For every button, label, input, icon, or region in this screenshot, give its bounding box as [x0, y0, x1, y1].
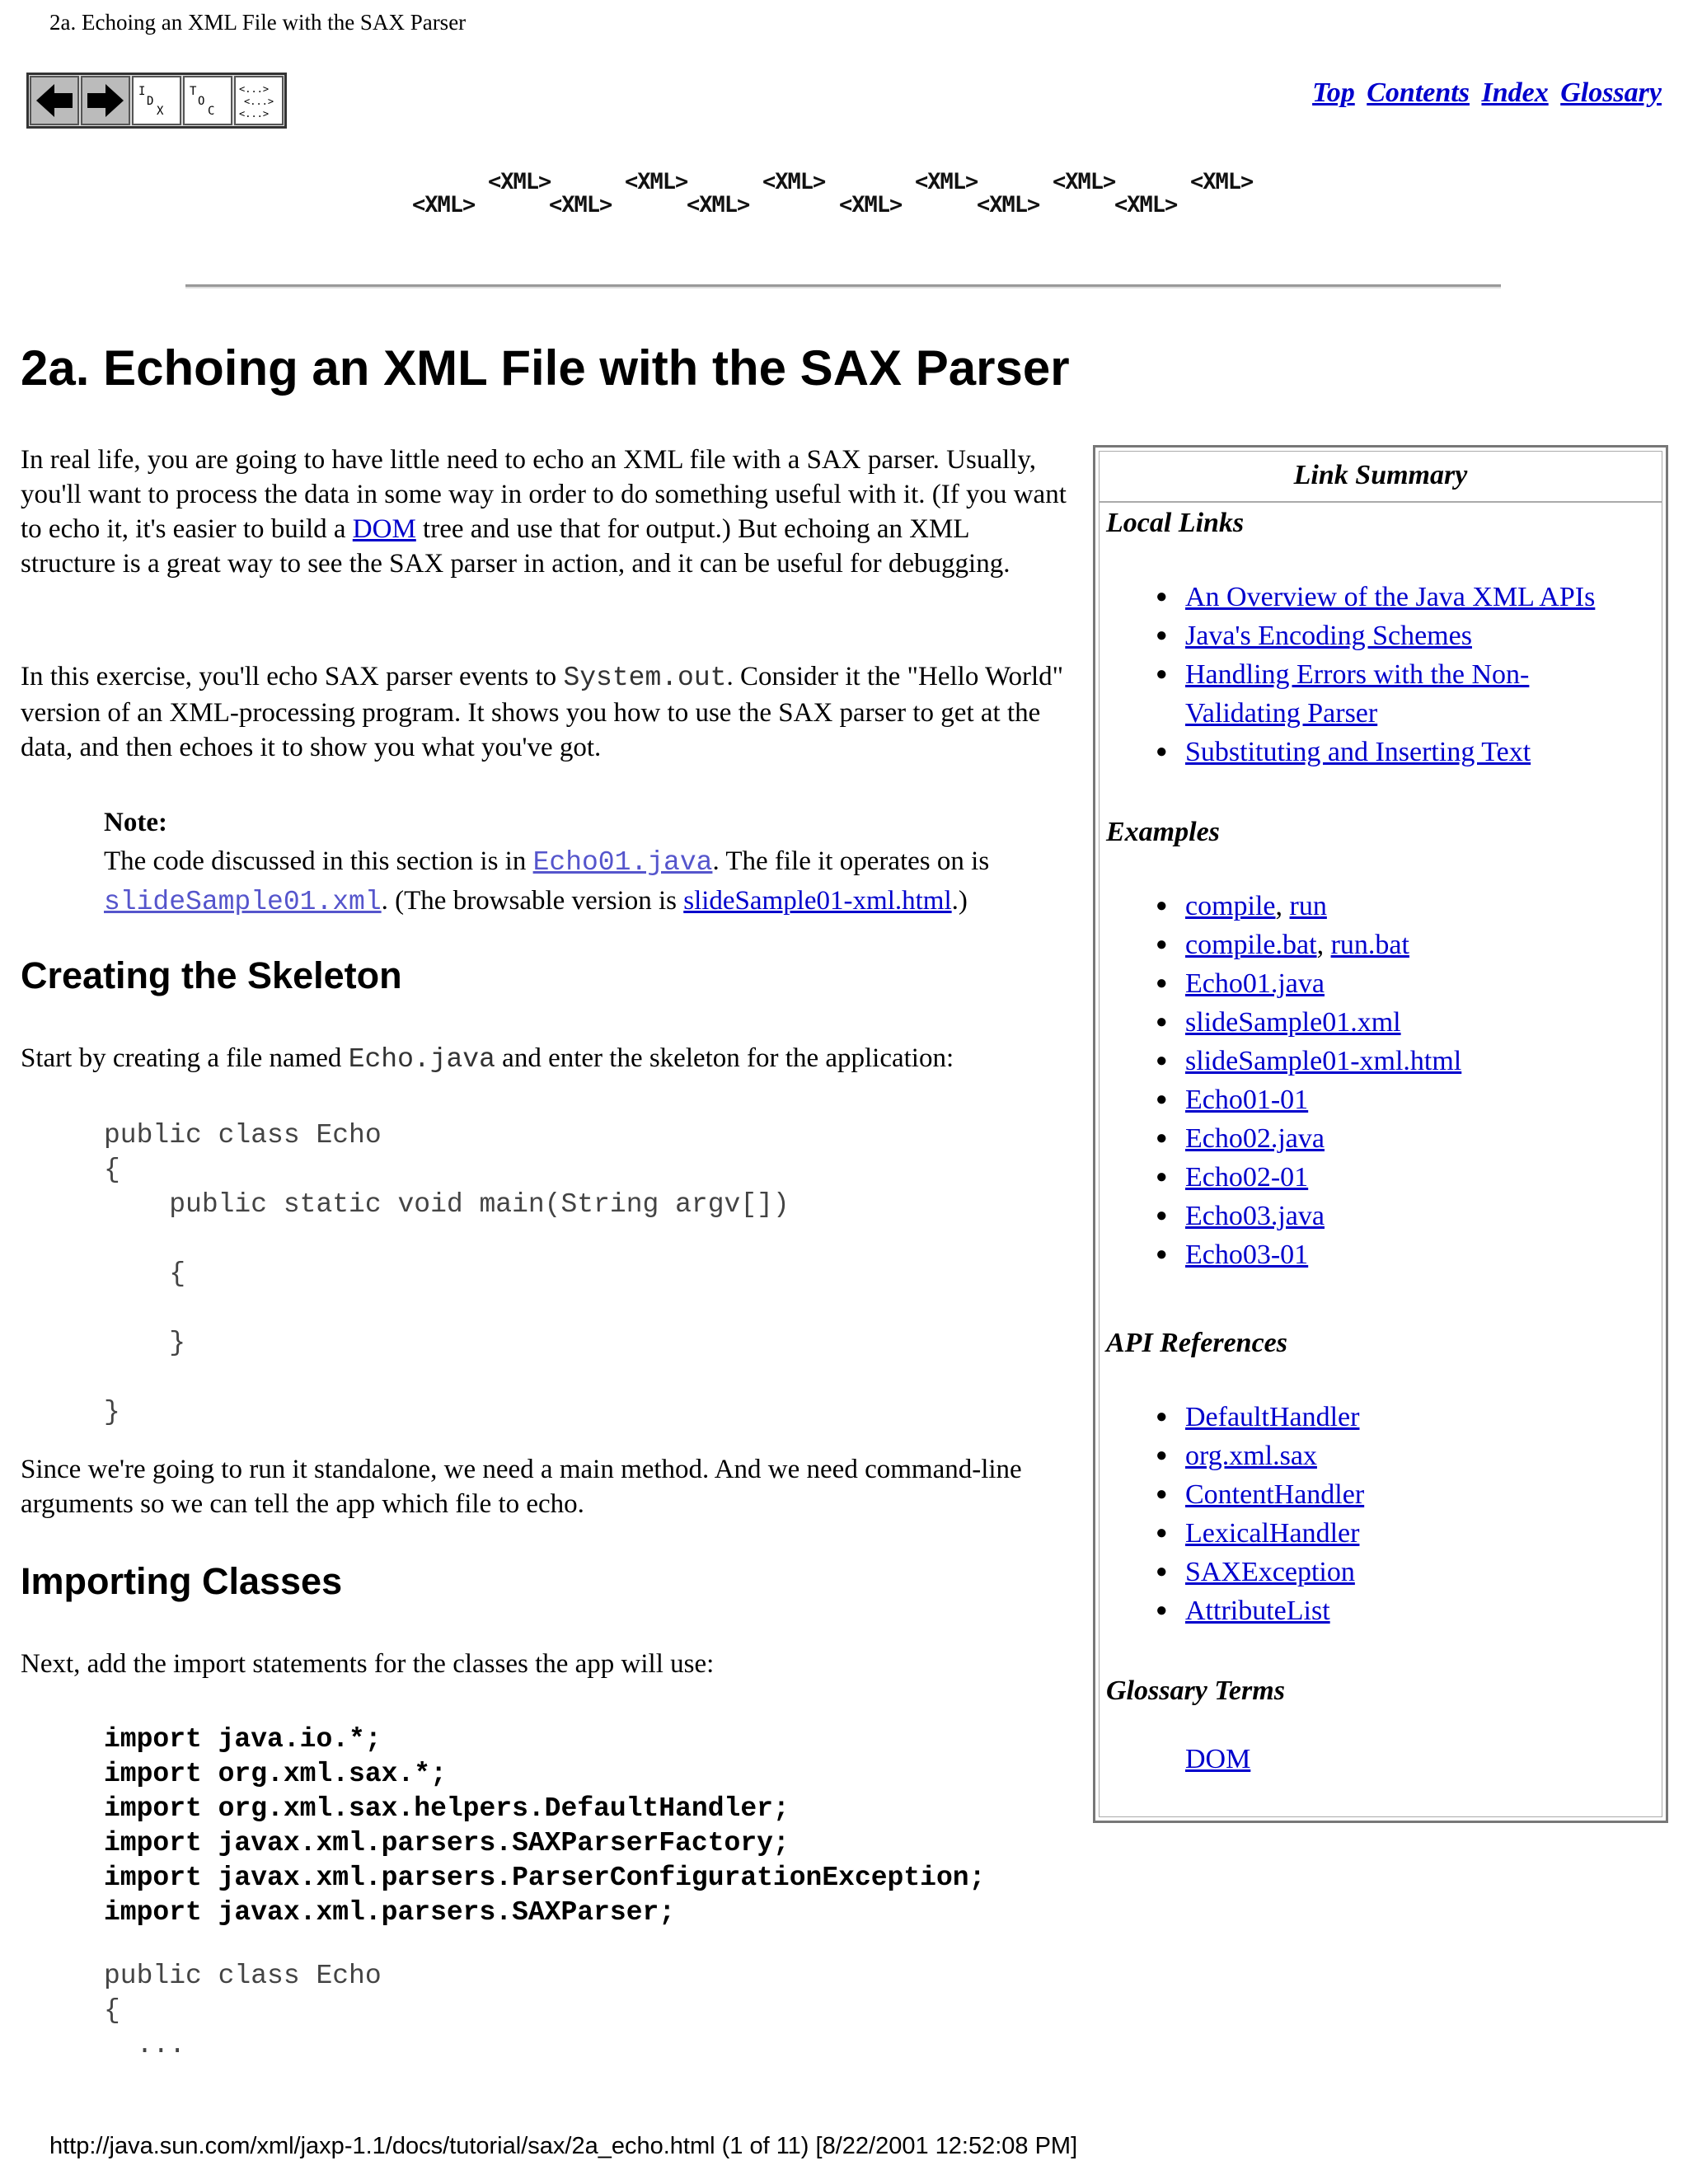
svg-text:<...>: <...>	[239, 108, 270, 120]
list-item	[1156, 578, 1595, 616]
api-link[interactable]: org.xml.sax	[1185, 1441, 1317, 1471]
local-link[interactable]: Validating Parser	[1185, 698, 1378, 729]
list-item: ● compile, run	[1156, 887, 1461, 926]
examples-heading: Examples	[1106, 817, 1220, 847]
api-references-list	[1156, 1398, 1364, 1630]
note-text-part: . The file it operates on is	[712, 846, 990, 876]
note-box	[104, 804, 1076, 921]
example-link[interactable]: Echo03-01	[1185, 1240, 1309, 1270]
skeleton-text: and enter the skeleton for the application:	[495, 1043, 954, 1073]
dom-link[interactable]: DOM	[352, 514, 416, 544]
list-item	[1156, 616, 1595, 655]
example-link[interactable]: run.bat	[1330, 930, 1409, 960]
xml-banner-tag: <XML>	[977, 192, 1040, 218]
local-link[interactable]: Java's Encoding Schemes	[1185, 621, 1472, 651]
note-text-part: . (The browsable version is	[381, 886, 684, 916]
xml-banner-tag: <XML>	[625, 169, 688, 194]
list-item	[1156, 1080, 1461, 1119]
xml-banner-tag: <XML>	[1190, 169, 1254, 194]
example-link[interactable]: slideSample01.xml	[1185, 1007, 1401, 1038]
local-link[interactable]: Substituting and Inserting Text	[1185, 737, 1531, 767]
glossary-dom-link[interactable]: DOM	[1185, 1744, 1251, 1774]
index-icon[interactable]	[132, 76, 181, 125]
list-item	[1156, 733, 1595, 771]
svg-text:C: C	[208, 105, 215, 118]
note-label: Note:	[104, 808, 167, 837]
list-item	[1156, 1591, 1364, 1630]
api-link[interactable]: SAXException	[1185, 1557, 1355, 1587]
svg-text:<...>: <...>	[244, 96, 274, 107]
nav-button-bar	[26, 73, 287, 129]
note-text	[104, 842, 1076, 921]
slidesample01-html-link[interactable]: slideSample01-xml.html	[683, 886, 952, 916]
sidebar-divider	[1100, 501, 1662, 503]
contents-link[interactable]: Contents	[1367, 77, 1470, 108]
local-links-heading: Local Links	[1106, 508, 1245, 538]
next-arrow-icon[interactable]	[81, 76, 130, 125]
glossary-terms-heading: Glossary Terms	[1106, 1675, 1285, 1706]
list-item	[1156, 1553, 1364, 1591]
print-footer: http://java.sun.com/xml/jaxp-1.1/docs/tutorial/sax/2a_echo.html (1 of 11) [8/22/2001 12:52:08 PM]	[49, 2133, 1078, 2159]
exercise-text: . Consider it the "Hello World" version of an XML-processing program. It shows you how to use the SAX parser to get at the data, and then echoes it to show you what you've got.	[21, 662, 1064, 762]
note-text-part: .)	[951, 886, 968, 916]
skeleton-text: Start by creating a file named	[21, 1043, 349, 1073]
xml-banner-tag: <XML>	[488, 169, 551, 194]
print-header: 2a. Echoing an XML File with the SAX Parser	[49, 10, 467, 35]
code-block-skeleton: public class Echo { public static void main(String argv[]) { } }	[104, 1120, 790, 1427]
list-item	[1156, 964, 1461, 1003]
example-link[interactable]: Echo02.java	[1185, 1123, 1325, 1154]
svg-text:T: T	[190, 85, 197, 98]
list-item: ● compile.bat, run.bat	[1156, 926, 1461, 964]
index-link[interactable]: Index	[1481, 77, 1549, 108]
xml-banner	[412, 169, 1286, 227]
importing-paragraph: Next, add the import statements for the classes the app will use:	[21, 1649, 715, 1679]
exercise-paragraph	[21, 659, 1067, 765]
toc-icon[interactable]	[183, 76, 232, 125]
top-link[interactable]: Top	[1312, 77, 1355, 108]
standalone-paragraph: Since we're going to run it standalone, we need a main method. And we need command-line arguments so we can tell the app which file to echo.	[21, 1455, 1022, 1519]
skeleton-paragraph	[21, 1041, 1067, 1077]
example-link[interactable]: Echo02-01	[1185, 1162, 1309, 1193]
link-summary-sidebar	[1093, 445, 1668, 1823]
xml-banner-tag: <XML>	[549, 192, 612, 218]
xml-banner-tag: <XML>	[687, 192, 750, 218]
xml-banner-tag: <XML>	[412, 192, 476, 218]
example-link[interactable]: Echo01-01	[1185, 1085, 1309, 1115]
list-item	[1156, 1158, 1461, 1197]
api-link[interactable]: LexicalHandler	[1185, 1518, 1360, 1549]
glossary-link[interactable]: Glossary	[1560, 77, 1662, 108]
list-item	[1156, 1197, 1461, 1235]
local-links-list	[1156, 578, 1595, 771]
echo01-java-link[interactable]: Echo01.java	[532, 847, 713, 878]
intro-text: In real life, you are going to have little need to echo an XML file with a SAX parser. Usually, you'll want to process the data in some way in order to do something useful with it. (If you want to echo it, it's easier to build a	[21, 445, 1067, 544]
note-text-part: The code discussed in this section is in	[104, 846, 533, 876]
list-item	[1156, 1514, 1364, 1553]
top-navigation	[1307, 77, 1662, 109]
list-item	[1156, 1235, 1461, 1274]
api-link[interactable]: ContentHandler	[1185, 1479, 1365, 1510]
horizontal-rule	[185, 284, 1501, 288]
list-item	[1156, 1436, 1364, 1475]
example-link[interactable]: slideSample01-xml.html	[1185, 1046, 1462, 1076]
code-block-class: public class Echo { ...	[104, 1961, 382, 2060]
example-link[interactable]: compile	[1185, 891, 1276, 921]
xml-banner-tag: <XML>	[839, 192, 903, 218]
section-title-importing: Importing Classes	[21, 1560, 343, 1602]
example-link[interactable]: Echo01.java	[1185, 968, 1325, 999]
sidebar-frame	[1099, 451, 1662, 1817]
xml-banner-tag: <XML>	[915, 169, 978, 194]
intro-paragraph	[21, 443, 1067, 581]
example-link[interactable]: Echo03.java	[1185, 1201, 1325, 1231]
svg-text:I: I	[138, 85, 146, 98]
svg-text:D: D	[147, 95, 154, 108]
example-link[interactable]: compile.bat	[1185, 930, 1317, 960]
intro-text: tree and use that for output.) But echoing an XML structure is a great way to see the SAX parser in action, and it can be useful for debugging.	[21, 514, 1010, 579]
svg-text:O: O	[198, 95, 205, 108]
list-item	[1156, 1119, 1461, 1158]
xml-banner-tag: <XML>	[1053, 169, 1116, 194]
slidesample01-xml-link[interactable]: slideSample01.xml	[104, 887, 382, 917]
list-item	[1156, 1003, 1461, 1042]
inline-code: System.out	[563, 663, 727, 693]
code-block-imports: import java.io.*; import org.xml.sax.*; import org.xml.sax.helpers.DefaultHandler; import javax.xml.parsers.SAXParserFactory; import javax.xml.parsers.ParserConfigurationException; import javax.xml.parsers.SAXParser;	[104, 1724, 986, 1928]
previous-arrow-icon[interactable]	[30, 76, 79, 125]
sidebar-title: Link Summary	[1293, 460, 1468, 490]
list-item	[1156, 1042, 1461, 1080]
list-item	[1156, 1475, 1364, 1514]
xml-tags-icon[interactable]	[234, 76, 284, 125]
exercise-text: In this exercise, you'll echo SAX parser events to	[21, 662, 564, 691]
local-link[interactable]: Handling Errors with the Non-	[1185, 659, 1530, 690]
xml-banner-tag: <XML>	[762, 169, 826, 194]
list-item	[1156, 655, 1595, 733]
xml-banner-tag: <XML>	[1114, 192, 1178, 218]
api-references-heading: API References	[1106, 1328, 1288, 1358]
local-link[interactable]: An Overview of the Java XML APIs	[1185, 582, 1596, 612]
page-title: 2a. Echoing an XML File with the SAX Parser	[21, 340, 1070, 396]
svg-text:<...>: <...>	[239, 83, 270, 95]
api-link[interactable]: DefaultHandler	[1185, 1402, 1360, 1432]
list-item	[1156, 1398, 1364, 1436]
inline-code: Echo.java	[348, 1044, 495, 1075]
example-link[interactable]: run	[1289, 891, 1327, 921]
section-title-skeleton: Creating the Skeleton	[21, 954, 402, 996]
svg-text:X: X	[157, 105, 164, 118]
api-link[interactable]: AttributeList	[1185, 1596, 1330, 1626]
examples-list	[1156, 887, 1461, 1274]
